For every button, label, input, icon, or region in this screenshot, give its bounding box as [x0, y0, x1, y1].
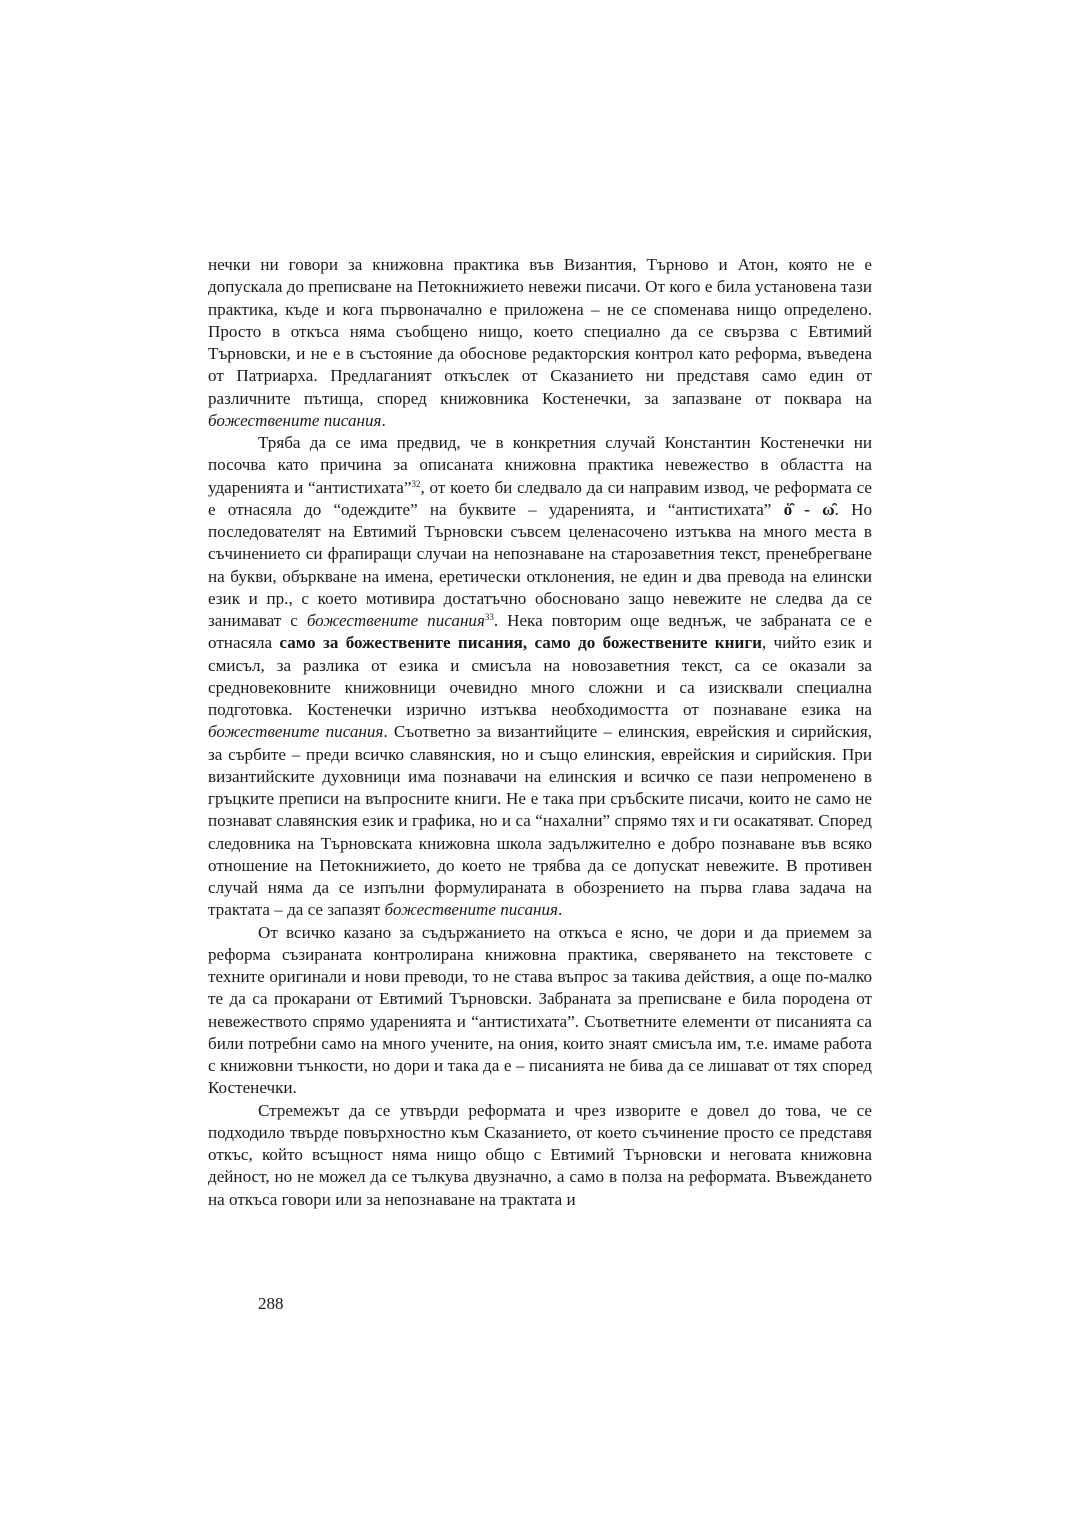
text-run: , от което би следвало да си направим извод, че реформата се е отнасяла до “одеждите” на буквите – ударенията, и “антистихата” — [208, 477, 872, 519]
text-run: . — [557, 900, 563, 920]
text-run: . Нека повторим още веднъж, че забраната се е отнасяла — [208, 611, 872, 653]
text-run: . Съответно за византийците – елинския, еврейския и сирийския, за сърбите – преди всичко славянския, но и също елинския, еврейския и сирийския. При византийските духовници има познавачи на елинския и всичко се пази непроменено в гръцките преписи на въпросните книги. Не е така при сръбските писачи, които не само не познават славянския език и графика, но и са “нахални” спрямо тях и ги осакатяват. Според следовника на Търновската книжовна школа задължително е добро познаване във всяко отношение на Петокнижието, до което не трябва да се допускат невежите. В противен случай няма да се изпълни формулираната в обозрението на първа глава задача на трактата – да се запазят — [208, 722, 872, 920]
text-run: . Но последователят на Евтимий Търновски съвсем целенасочено изтъква на много места в съчинението си фрапиращи случаи на непознаване на старозаветния текст, пренебрегване на букви, объркване на имена, еретически отклонения, не един и два превода на елински език и пр., с което мотивира достатъчно обосновано защо невежите не следва да се занимават с — [208, 499, 872, 630]
main-text — [208, 254, 872, 1211]
paragraph-1 — [208, 254, 872, 432]
bold-phrase: само за божествените писания, само до божествените книги — [279, 633, 762, 653]
paragraph-3 — [208, 922, 872, 1100]
text-run: , чийто език и смисъл, за разлика от езика и смисъла на новозаветния текст, са се оказали за средновековните книжовници очевидно много сложни и са изисквали специална подготовка. Костенечки изрично изтъква необходимостта от познаване езика на — [208, 633, 872, 719]
italic-phrase: божествените писания — [208, 722, 384, 742]
paragraph-2 — [208, 432, 872, 922]
text-run: Стремежът да се утвърди реформата и чрез изворите е довел до това, че се подходило твърде повърхностно към Сказанието, от което съчинение просто се представя откъс, който всъщност няма нищо общо с Евтимий Търновски и неговата книжовна дейност, но не можел да се тълкува двузначно, а само в полза на реформата. Въвеждането на откъса говори или за непознаване на трактата и — [208, 1100, 872, 1209]
text-run: От всичко казано за съдържанието на откъса е ясно, че дори и да приемем за реформа съзираната контролирана книжовна практика, сверяването на текстовете с техните оригинали и нови преводи, то не става въпрос за такива действия, а още по-малко те да са прокарани от Евтимий Търновски. Забраната за преписване е била породена от невежеството спрямо ударенията и “антистихата”. Съответните елементи от писанията са били потребни само на много учените, на ония, които знаят смисъла им, т.е. имаме работа с книжовни тънкости, но дори и така да е – писанията не бива да се лишават от тях според Костенечки. — [208, 922, 872, 1098]
footnote-ref: 32 — [411, 478, 421, 489]
text-run: Тряба да се има предвид, че в конкретния случай Константин Костенечки ни посочва като причина за описаната книжовна практика невежество в областта на ударенията и “антистихата” — [208, 433, 872, 497]
italic-phrase: божествените писания — [208, 410, 382, 430]
italic-phrase: божествените писания — [384, 900, 558, 920]
page-number: 288 — [258, 1294, 284, 1313]
greek-accent-example: ὁ̑ - ω̑ — [783, 499, 835, 519]
footnote-ref: 33 — [484, 612, 494, 622]
paragraph-4 — [208, 1100, 872, 1211]
text-run: . — [381, 410, 386, 430]
text-run: нечки ни говори за книжовна практика във Византия, Търново и Атон, която не е допускала до преписване на Петокнижието невежи писачи. От кого е била установена тази практика, къде и кога първоначално е приложена – не се споменава нищо определено. Просто в откъса няма съобщено нищо, което специално да се свързва с Евтимий Търновски, и не е в състояние да обоснове редакторския контрол като реформа, въведена от Патриарха. Предлаганият откъслек от Сказанието ни представя само един от различните пътища, според книжовника Костенечки, за запазване от поквара на — [208, 255, 872, 408]
italic-phrase: божествените писания — [306, 611, 485, 630]
